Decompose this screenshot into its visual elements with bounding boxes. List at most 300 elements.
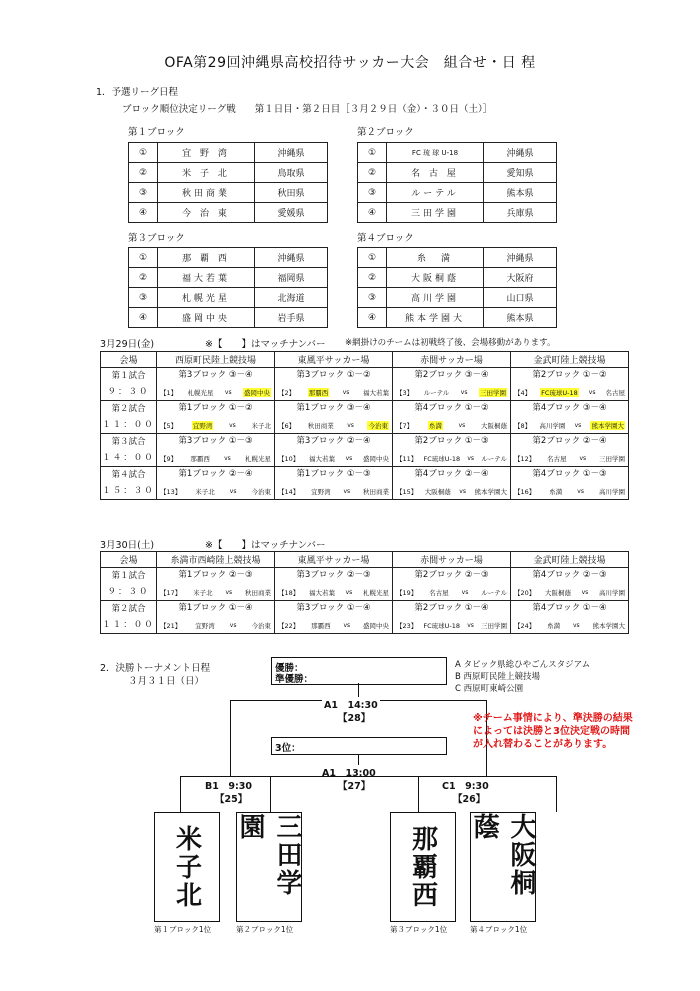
away-team: 盛岡中央 — [244, 388, 270, 397]
team-rank-block1: 第１ブロック1位 — [154, 925, 212, 934]
section1-heading: 1．予選リーグ日程 — [96, 87, 179, 98]
away-team: 秋田商業 — [245, 588, 271, 597]
block3-title: 第３ブロック — [128, 233, 185, 244]
vs-label: vs — [342, 388, 350, 396]
third-place-box — [271, 737, 447, 755]
match-number: 【24】 — [514, 621, 536, 630]
team-name: 糸 満 — [387, 248, 484, 268]
match-row — [101, 568, 629, 601]
prefecture: 愛知県 — [484, 163, 557, 183]
match-slot — [101, 434, 157, 467]
vs-label: vs — [229, 621, 237, 629]
match-teams — [511, 417, 628, 433]
venue-c: C 西原町東崎公園 — [455, 684, 524, 694]
team-name: 大阪桐蔭 — [469, 813, 536, 897]
semifinal1-time: B1 9:30 — [203, 778, 254, 792]
match-slot-time: １１：００ — [102, 620, 155, 630]
match-teams — [275, 417, 392, 433]
vs-label: vs — [343, 487, 351, 495]
home-team: 糸満 — [428, 421, 442, 430]
home-team: 宜野湾 — [192, 421, 213, 430]
seed-number: ③ — [129, 288, 158, 308]
third-place-label: 3位： — [275, 743, 301, 754]
match-teams — [275, 584, 392, 600]
match-teams — [393, 384, 510, 400]
match-group: 第2ブロック ①－② — [532, 370, 607, 380]
block-row — [358, 268, 557, 288]
team-name: 宜 野 湾 — [158, 143, 255, 163]
seed-number: ① — [358, 143, 387, 163]
page-title: OFA第29回沖縄県高校招待サッカー大会 組合せ・日 程 — [164, 55, 536, 71]
match-cell — [511, 368, 629, 401]
match-number: 【13】 — [160, 487, 182, 496]
seed-number: ③ — [358, 288, 387, 308]
venue-header-label: 会場 — [101, 552, 157, 568]
match-number: 【23】 — [396, 621, 418, 630]
team-name: 大阪桐蔭 — [387, 268, 484, 288]
vs-label: vs — [345, 588, 353, 596]
block-row — [129, 248, 328, 268]
home-team: 米子北 — [193, 588, 213, 597]
block-row — [358, 308, 557, 328]
match-number: 【4】 — [514, 388, 532, 397]
match-group: 第3ブロック ②－④ — [296, 436, 371, 446]
home-team: 秋田商業 — [307, 421, 334, 430]
match-teams — [157, 617, 274, 633]
section2-heading: 2．決勝トーナメント日程 — [100, 663, 211, 674]
away-team: 札幌光星 — [244, 454, 271, 463]
match-teams — [275, 483, 392, 499]
home-team: 名古屋 — [547, 454, 567, 463]
match-number: 【15】 — [396, 487, 418, 496]
match-group: 第3ブロック ②－③ — [296, 570, 371, 580]
venue-header: 糸満市西崎陸上競技場 — [157, 552, 275, 568]
match-number: 【9】 — [160, 454, 178, 463]
block-row — [129, 143, 328, 163]
match-number: 【5】 — [160, 421, 178, 430]
team-name: 米子北 — [171, 825, 202, 909]
prefecture: 沖縄県 — [484, 248, 557, 268]
match-cell — [275, 568, 393, 601]
venue-a: A タピック県総ひやごんスタジアム — [455, 660, 591, 670]
vs-label: vs — [460, 388, 468, 396]
match-slot — [101, 401, 157, 434]
schedule-header-row — [101, 552, 629, 568]
seed-number: ② — [129, 163, 158, 183]
match-teams — [157, 483, 274, 499]
match-cell — [393, 401, 511, 434]
venue-header: 赤間サッカー場 — [393, 352, 511, 368]
match-teams — [393, 483, 510, 499]
match-cell — [393, 368, 511, 401]
match-number: 【3】 — [396, 388, 414, 397]
match-slot-time: １４：００ — [102, 453, 155, 463]
seed-number: ② — [358, 268, 387, 288]
team-rank-block4: 第４ブロック1位 — [470, 925, 528, 934]
match-group: 第3ブロック ①－③ — [178, 436, 253, 446]
vs-label: vs — [229, 421, 236, 429]
vs-label: vs — [572, 621, 580, 629]
team-name: 札幌光星 — [158, 288, 255, 308]
away-team: 秋田商業 — [363, 487, 389, 496]
schedule-warning: ※チーム事情により、準決勝の結果によっては決勝と3位決定戦の時間が入れ替わることがあります。 — [473, 713, 633, 750]
home-team: FC琉球U-18 — [423, 454, 461, 463]
team-name: 那覇西 — [407, 825, 438, 909]
match-teams — [157, 417, 274, 433]
vs-label: vs — [577, 487, 584, 495]
vs-label: vs — [343, 621, 351, 629]
home-team: 福大若葉 — [308, 588, 335, 597]
match-teams — [511, 584, 628, 600]
away-team: 高川学園 — [598, 487, 625, 496]
block2-title: 第２ブロック — [357, 127, 414, 138]
vs-label: vs — [574, 421, 582, 429]
match-teams — [157, 450, 274, 466]
away-team: 今治東 — [251, 621, 271, 630]
semifinal1-match-no: 【25】 — [215, 794, 248, 805]
team-name: ルーテル — [387, 183, 484, 203]
block-row — [358, 163, 557, 183]
block4-table — [357, 247, 557, 328]
match-slot — [101, 368, 157, 401]
match-teams — [275, 617, 392, 633]
prefecture: 大阪府 — [484, 268, 557, 288]
day2-date: 3月30日(土) — [100, 540, 155, 551]
prefecture: 愛媛県 — [255, 203, 328, 223]
vs-label: vs — [579, 454, 587, 462]
venue-header-label: 会場 — [101, 352, 157, 368]
vs-label: vs — [225, 588, 233, 596]
match-slot-label: 第３試合 — [111, 437, 146, 447]
match-cell — [157, 434, 275, 467]
winners-box — [271, 657, 447, 685]
prefecture: 鳥取県 — [255, 163, 328, 183]
block4-title: 第４ブロック — [357, 233, 414, 244]
match-teams — [157, 584, 274, 600]
match-cell — [393, 568, 511, 601]
day1-schedule-table — [100, 351, 629, 500]
vs-label: vs — [224, 454, 231, 462]
team-name: 三田学園 — [235, 813, 302, 897]
match-group: 第3ブロック ①－④ — [296, 603, 371, 613]
match-slot — [101, 568, 157, 601]
block-row — [129, 163, 328, 183]
prefecture: 兵庫県 — [484, 203, 557, 223]
prefecture: 沖縄県 — [255, 248, 328, 268]
away-team: 名古屋 — [605, 388, 625, 397]
prefecture: 福岡県 — [255, 268, 328, 288]
venue-header: 西原町民陸上競技場 — [157, 352, 275, 368]
match-number: 【11】 — [396, 454, 418, 463]
block3-table — [128, 247, 328, 328]
home-team: 宜野湾 — [195, 621, 215, 630]
venue-header: 赤間サッカー場 — [393, 552, 511, 568]
away-team: 熊本学園大 — [592, 621, 625, 630]
block-row — [358, 183, 557, 203]
vs-label: vs — [345, 454, 353, 462]
match-cell — [393, 467, 511, 500]
home-team: 糸満 — [547, 621, 561, 630]
away-team: 熊本学園大 — [474, 487, 507, 496]
block-row — [358, 288, 557, 308]
match-row — [101, 434, 629, 467]
match-slot — [101, 601, 157, 634]
semifinal2-time: C1 9:30 — [440, 778, 491, 792]
home-team: 福大若葉 — [308, 454, 335, 463]
champion-label: 優勝： — [275, 663, 304, 674]
venue-header: 東風平サッカー場 — [275, 352, 393, 368]
match-group: 第1ブロック ②－③ — [178, 570, 253, 580]
match-group: 第4ブロック ①－③ — [532, 469, 607, 479]
match-group: 第4ブロック ②－③ — [532, 570, 607, 580]
match-cell — [157, 568, 275, 601]
match-teams — [393, 584, 510, 600]
vs-label: vs — [467, 621, 474, 629]
team-box-block4 — [470, 812, 536, 922]
match-number: 【8】 — [514, 421, 532, 430]
vs-label: vs — [461, 588, 469, 596]
match-number: 【22】 — [278, 621, 300, 630]
match-cell — [393, 601, 511, 634]
match-number: 【10】 — [278, 454, 300, 463]
vs-label: vs — [229, 487, 237, 495]
match-number: 【16】 — [514, 487, 536, 496]
block-row — [358, 248, 557, 268]
match-row — [101, 467, 629, 500]
match-group: 第2ブロック ①－④ — [414, 603, 489, 613]
team-name: 米 子 北 — [158, 163, 255, 183]
match-group: 第2ブロック ③－④ — [414, 370, 489, 380]
match-cell — [275, 434, 393, 467]
block2-table — [357, 142, 557, 223]
match-group: 第1ブロック ①－③ — [296, 469, 371, 479]
match-group: 第1ブロック ②－④ — [178, 469, 253, 479]
match-number: 【18】 — [278, 588, 300, 597]
vs-label: vs — [347, 421, 354, 429]
away-team: 盛岡中央 — [362, 454, 389, 463]
home-team: FC琉球U-18 — [423, 621, 461, 630]
seed-number: ④ — [129, 203, 158, 223]
match-cell — [511, 601, 629, 634]
match-slot-label: 第１試合 — [111, 571, 146, 581]
block-row — [129, 203, 328, 223]
away-team: ルーテル — [481, 588, 507, 597]
match-slot-time: １１：００ — [102, 420, 155, 430]
vs-label: vs — [581, 588, 589, 596]
match-cell — [275, 601, 393, 634]
team-name: 福大若葉 — [158, 268, 255, 288]
prefecture: 山口県 — [484, 288, 557, 308]
home-team: 大阪桐蔭 — [424, 487, 451, 496]
match-group: 第1ブロック ①－② — [178, 403, 253, 413]
match-group: 第1ブロック ①－④ — [178, 603, 253, 613]
home-team: FC琉球U-18 — [541, 388, 578, 397]
match-cell — [511, 467, 629, 500]
match-teams — [511, 450, 628, 466]
team-box-block3 — [390, 812, 456, 922]
away-team: 米子北 — [251, 421, 271, 430]
team-name: 高川学園 — [387, 288, 484, 308]
block-row — [129, 308, 328, 328]
away-team: 三田学園 — [599, 454, 625, 463]
match-slot-label: 第２試合 — [111, 604, 146, 614]
team-name: 三田学園 — [387, 203, 484, 223]
match-teams — [393, 450, 510, 466]
match-group: 第4ブロック ①－② — [414, 403, 489, 413]
venue-header: 金武町陸上競技場 — [511, 552, 629, 568]
match-slot-time: ９：３０ — [107, 387, 150, 397]
match-teams — [393, 617, 510, 633]
match-number: 【14】 — [278, 487, 300, 496]
team-name: 盛岡中央 — [158, 308, 255, 328]
match-teams — [511, 384, 628, 400]
match-slot-label: 第１試合 — [111, 371, 146, 381]
third-place-time: A1 13:00 — [322, 768, 376, 779]
final-time: A1 14:30 — [322, 697, 380, 711]
venue-header: 金武町陸上競技場 — [511, 352, 629, 368]
match-teams — [511, 617, 628, 633]
match-cell — [511, 434, 629, 467]
away-team: 札幌光星 — [362, 588, 389, 597]
day1-date: 3月29日(金) — [100, 339, 155, 350]
match-group: 第1ブロック ③－④ — [296, 403, 371, 413]
vs-label: vs — [467, 454, 475, 462]
prefecture: 熊本県 — [484, 308, 557, 328]
block-row — [129, 268, 328, 288]
final-match-no: 【28】 — [338, 713, 371, 724]
vs-label: vs — [459, 487, 466, 495]
home-team: 那覇西 — [308, 388, 329, 397]
section2-date: ３月３１日（日） — [128, 676, 205, 687]
match-teams — [157, 384, 274, 400]
team-name: 今 治 東 — [158, 203, 255, 223]
vs-label: vs — [458, 421, 466, 429]
match-number: 【1】 — [160, 388, 178, 397]
block1-title: 第１ブロック — [128, 127, 185, 138]
team-box-block1 — [154, 812, 220, 922]
match-slot-label: 第４試合 — [111, 470, 146, 480]
match-teams — [393, 417, 510, 433]
match-teams — [275, 384, 392, 400]
home-team: 宜野湾 — [311, 487, 331, 496]
match-group: 第4ブロック ③－④ — [532, 403, 607, 413]
team-name: 名 古 屋 — [387, 163, 484, 183]
schedule-header-row — [101, 352, 629, 368]
match-cell — [275, 368, 393, 401]
away-team: 福大若葉 — [362, 388, 389, 397]
away-team: 今治東 — [368, 421, 388, 430]
section1-subtitle: ブロック順位決定リーグ戦 第１日目・第２日目［３月２９日（金）・３０日（土）］ — [122, 104, 493, 115]
away-team: 三田学園 — [479, 388, 506, 397]
match-group: 第3ブロック ③－④ — [178, 370, 253, 380]
venue-list — [455, 659, 590, 695]
match-cell — [157, 401, 275, 434]
match-number: 【7】 — [396, 421, 414, 430]
away-team: 大阪桐蔭 — [480, 421, 507, 430]
match-teams — [275, 450, 392, 466]
prefecture: 熊本県 — [484, 183, 557, 203]
match-group: 第4ブロック ②－④ — [414, 469, 489, 479]
day2-note-match-number: ※【 】はマッチナンバー — [205, 540, 326, 551]
match-number: 【17】 — [160, 588, 182, 597]
away-team: 高川学園 — [598, 588, 625, 597]
match-slot-label: 第２試合 — [111, 404, 146, 414]
match-cell — [275, 467, 393, 500]
seed-number: ① — [129, 248, 158, 268]
home-team: 那覇西 — [311, 621, 331, 630]
day1-note-match-number: ※【 】はマッチナンバー — [205, 339, 326, 350]
runnerup-label: 準優勝： — [275, 674, 314, 685]
day1-note-shading: ※網掛けのチームは初戦終了後、会場移動があります。 — [345, 338, 556, 348]
match-number: 【6】 — [278, 421, 296, 430]
team-rank-block3: 第３ブロック1位 — [390, 925, 448, 934]
match-cell — [157, 601, 275, 634]
match-number: 【21】 — [160, 621, 182, 630]
match-group: 第3ブロック ①－② — [296, 370, 371, 380]
vs-label: vs — [588, 388, 596, 396]
match-group: 第2ブロック ②－④ — [532, 436, 607, 446]
match-cell — [157, 368, 275, 401]
home-team: 那覇西 — [190, 454, 210, 463]
seed-number: ② — [358, 163, 387, 183]
match-row — [101, 401, 629, 434]
match-cell — [275, 401, 393, 434]
home-team: 大阪桐蔭 — [544, 588, 571, 597]
team-name: 那 覇 西 — [158, 248, 255, 268]
team-name: 秋田商業 — [158, 183, 255, 203]
block-row — [129, 183, 328, 203]
home-team: 高川学園 — [539, 421, 566, 430]
seed-number: ④ — [358, 308, 387, 328]
team-name: FC 琉 球 U-18 — [387, 143, 484, 163]
team-name: 熊本学園大 — [387, 308, 484, 328]
match-number: 【19】 — [396, 588, 418, 597]
match-teams — [511, 483, 628, 499]
away-team: 三田学園 — [481, 621, 507, 630]
third-place-match-no: 【27】 — [338, 781, 371, 792]
match-number: 【20】 — [514, 588, 536, 597]
match-slot-time: １５：３０ — [102, 486, 155, 496]
seed-number: ① — [129, 143, 158, 163]
away-team: 盛岡中央 — [363, 621, 389, 630]
match-slot — [101, 467, 157, 500]
match-number: 【12】 — [514, 454, 536, 463]
seed-number: ③ — [358, 183, 387, 203]
match-cell — [511, 568, 629, 601]
match-cell — [511, 401, 629, 434]
team-box-block2 — [236, 812, 302, 922]
match-number: 【2】 — [278, 388, 296, 397]
match-row — [101, 601, 629, 634]
home-team: 名古屋 — [429, 588, 449, 597]
match-group: 第4ブロック ①－④ — [532, 603, 607, 613]
away-team: 熊本学園大 — [591, 421, 624, 430]
prefecture: 沖縄県 — [484, 143, 557, 163]
seed-number: ③ — [129, 183, 158, 203]
match-group: 第2ブロック ①－③ — [414, 436, 489, 446]
home-team: 糸満 — [549, 487, 563, 496]
vs-label: vs — [224, 388, 232, 396]
away-team: 今治東 — [251, 487, 271, 496]
block1-table — [128, 142, 328, 223]
match-cell — [157, 467, 275, 500]
seed-number: ① — [358, 248, 387, 268]
seed-number: ② — [129, 268, 158, 288]
venue-header: 東風平サッカー場 — [275, 552, 393, 568]
seed-number: ④ — [129, 308, 158, 328]
semifinal2-match-no: 【26】 — [453, 794, 486, 805]
home-team: 米子北 — [195, 487, 215, 496]
